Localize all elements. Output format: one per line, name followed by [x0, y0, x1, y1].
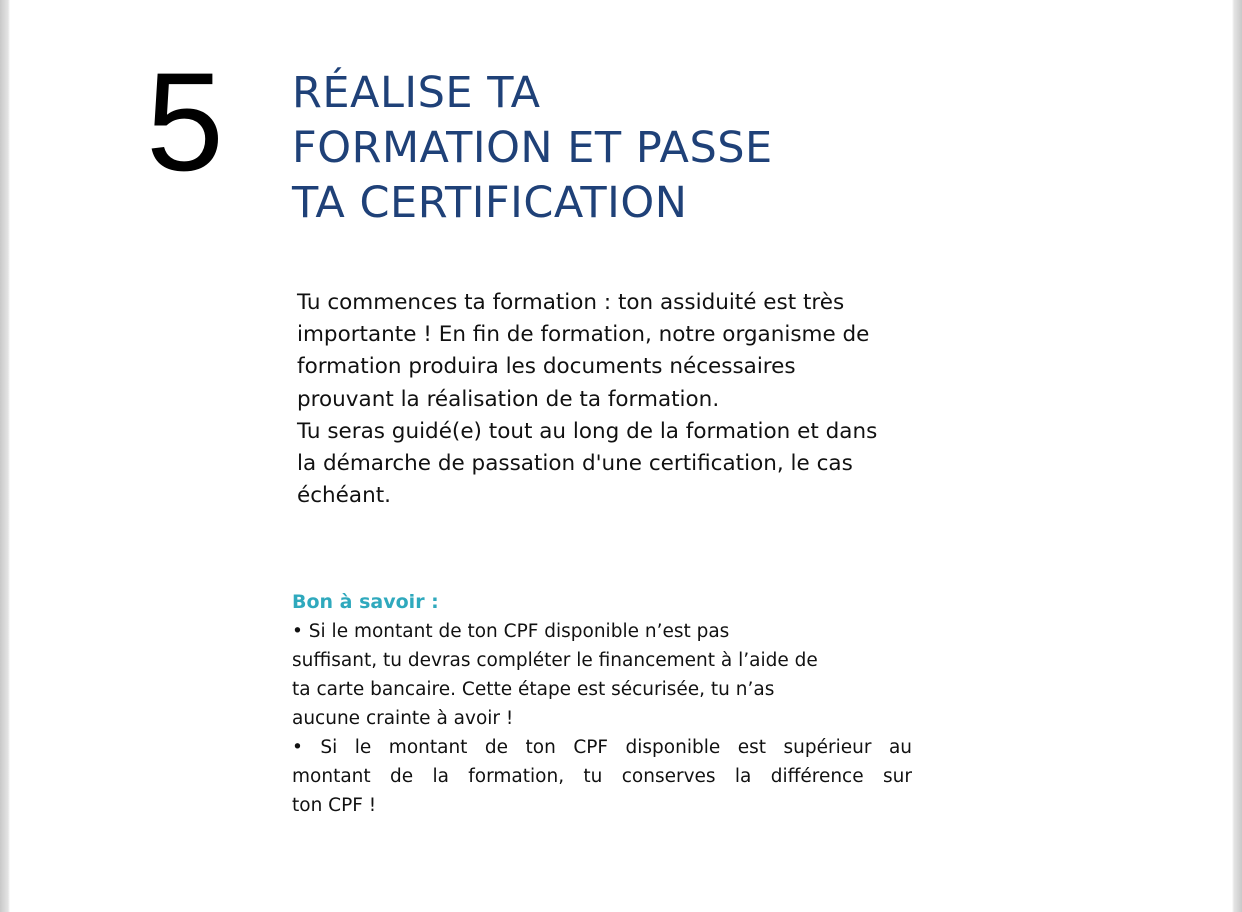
intro-paragraph	[297, 287, 957, 512]
tip-heading: Bon à savoir :	[292, 591, 439, 613]
intro-line: Tu commences ta formation : ton assiduité est très	[297, 290, 845, 315]
title-line: FORMATION ET PASSE	[292, 123, 773, 173]
intro-line: la démarche de passation d'une certification, le cas	[297, 451, 853, 477]
tip-line: ta carte bancaire. Cette étape est sécurisée, tu n’as	[292, 679, 775, 700]
tip-line: suffisant, tu devras compléter le financement à l’aide de	[292, 650, 818, 671]
title-line: TA CERTIFICATION	[292, 178, 688, 228]
tip-line: ton CPF !	[292, 795, 377, 816]
intro-line: formation produira les documents nécessaires	[297, 354, 796, 380]
step-number: 5	[146, 43, 222, 200]
tip-line: aucune crainte à avoir !	[292, 708, 514, 729]
tip-line: montant de la formation, tu conserves la différence sur	[292, 766, 912, 787]
document-page	[10, 0, 1232, 912]
tip-body	[292, 617, 912, 820]
section-title	[292, 66, 773, 231]
intro-line: importante ! En fin de formation, notre organisme de	[297, 322, 870, 348]
intro-line: prouvant la réalisation de ta formation.	[297, 386, 720, 412]
intro-line: échéant.	[297, 483, 391, 509]
tip-line: • Si le montant de ton CPF disponible est supérieur au	[292, 737, 912, 758]
intro-line: Tu seras guidé(e) tout au long de la formation et dans	[297, 418, 878, 444]
tip-line: • Si le montant de ton CPF disponible n’est pas	[292, 621, 730, 642]
title-line: RÉALISE TA	[292, 68, 541, 118]
